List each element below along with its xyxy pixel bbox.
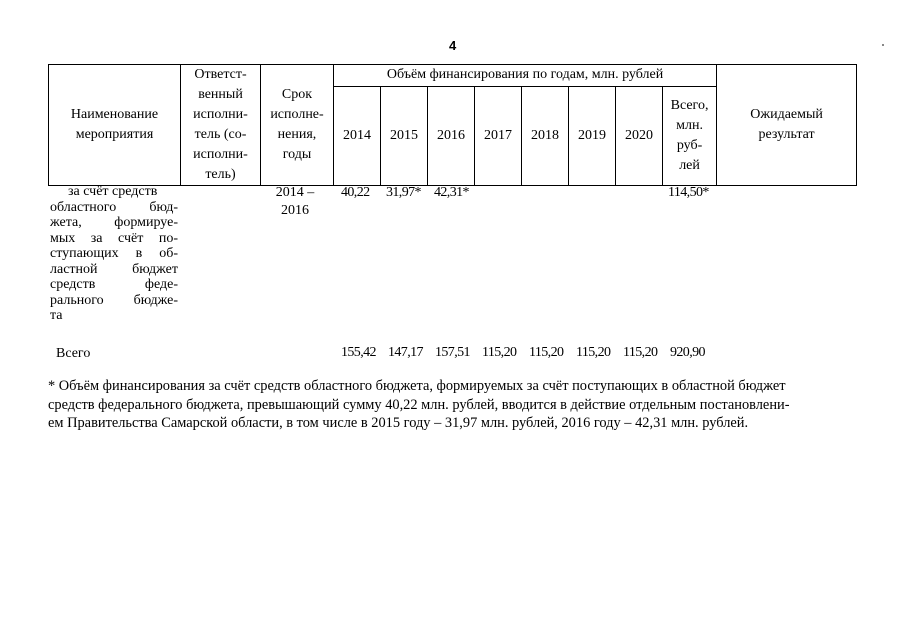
row-name-line: мых за счёт по- [50,230,178,246]
header-total-line: руб- [676,137,703,153]
header-responsible-line: тель (со- [194,127,247,142]
total-value-2018: 115,20 [529,345,564,360]
total-value-2020: 115,20 [623,345,658,360]
row-value-2015: 31,97* [386,185,421,200]
row-value-2016: 42,31* [434,185,469,200]
total-value-2019: 115,20 [576,345,611,360]
header-name-line: мероприятия [75,127,154,142]
header-year: 2015 [381,86,428,185]
total-value-2017: 115,20 [482,345,517,360]
header-total-line: млн. [676,117,703,133]
header-year: 2020 [616,86,663,185]
header-year: 2019 [569,86,616,185]
row-name-line: жета, формируе- [50,215,178,230]
row-period-line: 2014 – [275,185,315,200]
total-value-2014: 155,42 [341,345,376,360]
total-value-2015: 147,17 [388,345,423,360]
row-period-line: 2016 [281,203,309,218]
header-year: 2018 [522,86,569,185]
row-name-line: ступающих в об- [50,246,178,261]
page-number: 4 [449,38,457,53]
header-total-line: Всего, [670,97,709,113]
header-total [663,86,717,185]
row-name-line: ластной бюджет [50,261,178,277]
header-responsible [181,65,261,186]
row-total: 114,50* [668,185,709,200]
header-result [717,65,857,186]
header-responsible-line: Ответст- [194,67,247,82]
footnote [48,377,856,433]
row-name [50,184,178,324]
row-name-line: за счёт средств [68,184,158,199]
header-result-line: Ожидаемый [750,107,823,122]
header-responsible-line: тель) [205,167,236,182]
header-period-line: годы [282,147,312,162]
header-name-line: Наименование [70,107,159,122]
header-period-line: исполне- [270,107,324,122]
header-year: 2014 [334,86,381,185]
header-year: 2016 [428,86,475,185]
grand-total: 920,90 [670,345,705,360]
row-value-2014: 40,22 [341,185,370,200]
row-name-line: та [50,308,63,323]
total-label: Всего [56,346,91,361]
footnote-line: ем Правительства Самарской области, в том числе в 2015 году – 31,97 млн. рублей, 2016 году – 42,31 млн. рублей. [48,415,749,432]
header-total-line: лей [679,157,700,173]
header-period [261,65,334,186]
footnote-line: средств федерального бюджета, превышающий сумму 40,22 млн. рублей, вводится в действие отдельным постановлени- [48,396,790,413]
footnote-line: * Объём финансирования за счёт средств областного бюджета, формируемых за счёт поступающих в областной бюджет [48,378,786,394]
header-year: 2017 [475,86,522,185]
row-period [262,184,328,220]
row-name-line: средств феде- [50,277,178,292]
header-responsible-line: исполни- [193,147,248,162]
scan-speck [882,44,884,46]
row-name-line: областного бюд- [50,199,178,215]
header-period-line: Срок [281,87,313,102]
row-name-line: рального бюдже- [50,292,178,308]
header-period-line: нения, [277,127,317,142]
header-responsible-line: исполни- [193,107,248,122]
total-value-2016: 157,51 [435,345,470,360]
header-name [49,65,181,186]
header-financing: Объём финансирования по годам, млн. рублей [334,65,717,87]
header-result-line: результат [758,127,815,142]
header-responsible-line: венный [198,87,243,102]
table-header [48,64,857,186]
